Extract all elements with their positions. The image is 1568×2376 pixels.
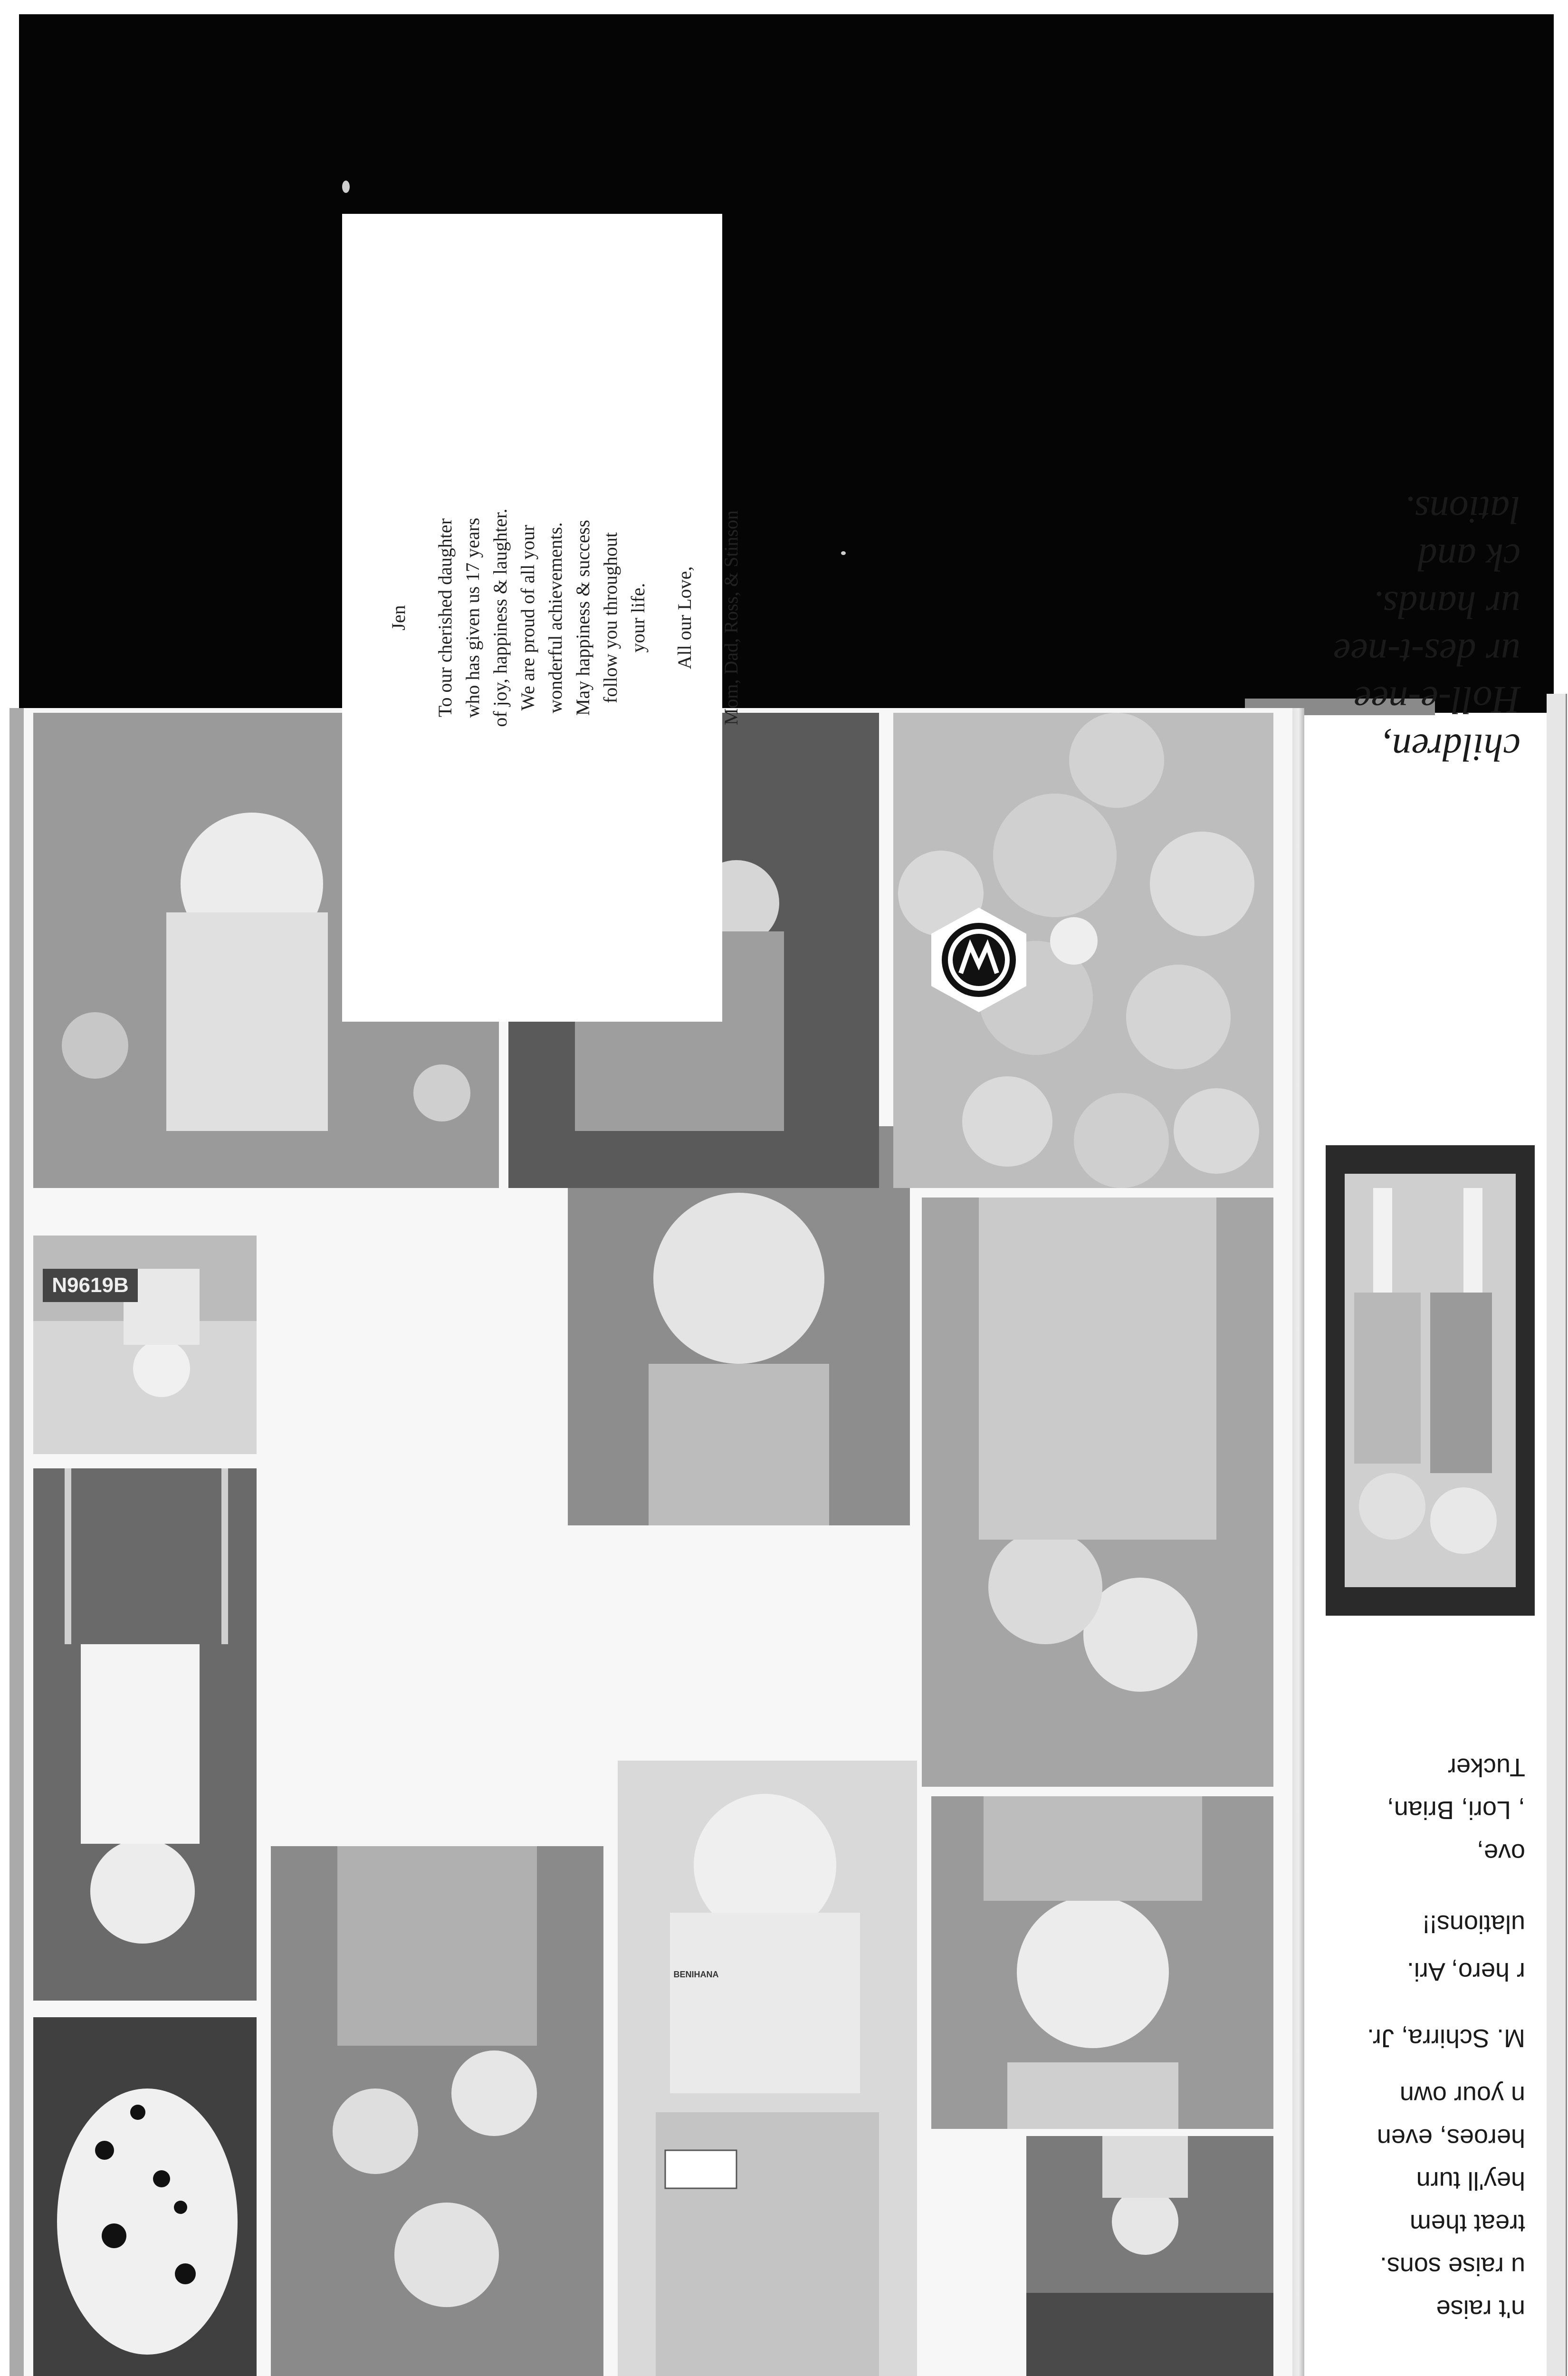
dedication-closing: All our Love, [674,566,695,670]
dedication-line: of joy, happiness & laughter. [489,508,511,727]
vw-badge-icon [927,908,1031,1012]
dedication-line: your life. [627,583,649,653]
photo-dalmatian [33,2017,257,2376]
poem-line: ove, [1476,1839,1525,1867]
ad-poem-top [1302,1654,1539,2376]
photo-girl-benihana-shirt [618,1761,917,2376]
page-edge [10,708,24,2376]
poem-line: n your own [1399,2081,1525,2109]
poem-line: , Lori, Brian, [1386,1796,1525,1824]
dedication-name: Jen [388,605,409,631]
dedication-line: wonderful achievements. [545,522,566,714]
poem-line: ulations!! [1422,1910,1525,1938]
photo-girl-airplane [33,1236,257,1454]
ad-poem-bottom [1302,456,1539,789]
poem-line: ur des-t-nee [1333,631,1520,674]
dedication-line: May happiness & success [572,519,593,716]
poem-line: heroes, even [1377,2124,1525,2152]
photo-girl-beach [1026,2136,1273,2376]
poem-line: children, [1382,726,1520,769]
dedication-line: who has given us 17 years [462,517,483,718]
dedication-signature: Mom, Dad, Ross, & Stinson [720,510,742,726]
shirt-brand-text: BENIHANA [673,1970,719,1979]
poem-line: hey'll turn [1416,2166,1525,2195]
dedication-box [342,214,742,1022]
poem-line: u raise sons. [1379,2252,1525,2280]
poem-line: M. Schirra, Jr. [1367,2024,1525,2052]
dedication-line: follow you throughout [600,532,621,703]
photo-grandparent-kids [271,1846,603,2376]
poem-line: ur hands. [1373,584,1520,627]
photo-baby-walker [33,1468,257,2001]
dedication-text [342,214,742,1022]
poem-line: n't raise [1436,2295,1525,2323]
photo-two-girls [922,1198,1273,1787]
poem-line: Holl-e-nee [1354,679,1520,722]
poem-line: treat them [1409,2209,1525,2238]
poem-line: ck and [1417,536,1520,579]
adjacent-page-edge [1547,694,1567,2376]
poem-line: lations. [1405,489,1520,532]
photo-two-kids [1326,1145,1535,1616]
dedication-line: We are proud of all your [517,525,538,711]
poem-line: r hero, Ari. [1406,1957,1525,1986]
dedication-line: To our cherished daughter [434,518,456,718]
plane-tail-number: N9619B [43,1269,138,1302]
photo-girl-smiling-cap [931,1796,1273,2129]
poem-line: Tucker [1447,1753,1525,1782]
